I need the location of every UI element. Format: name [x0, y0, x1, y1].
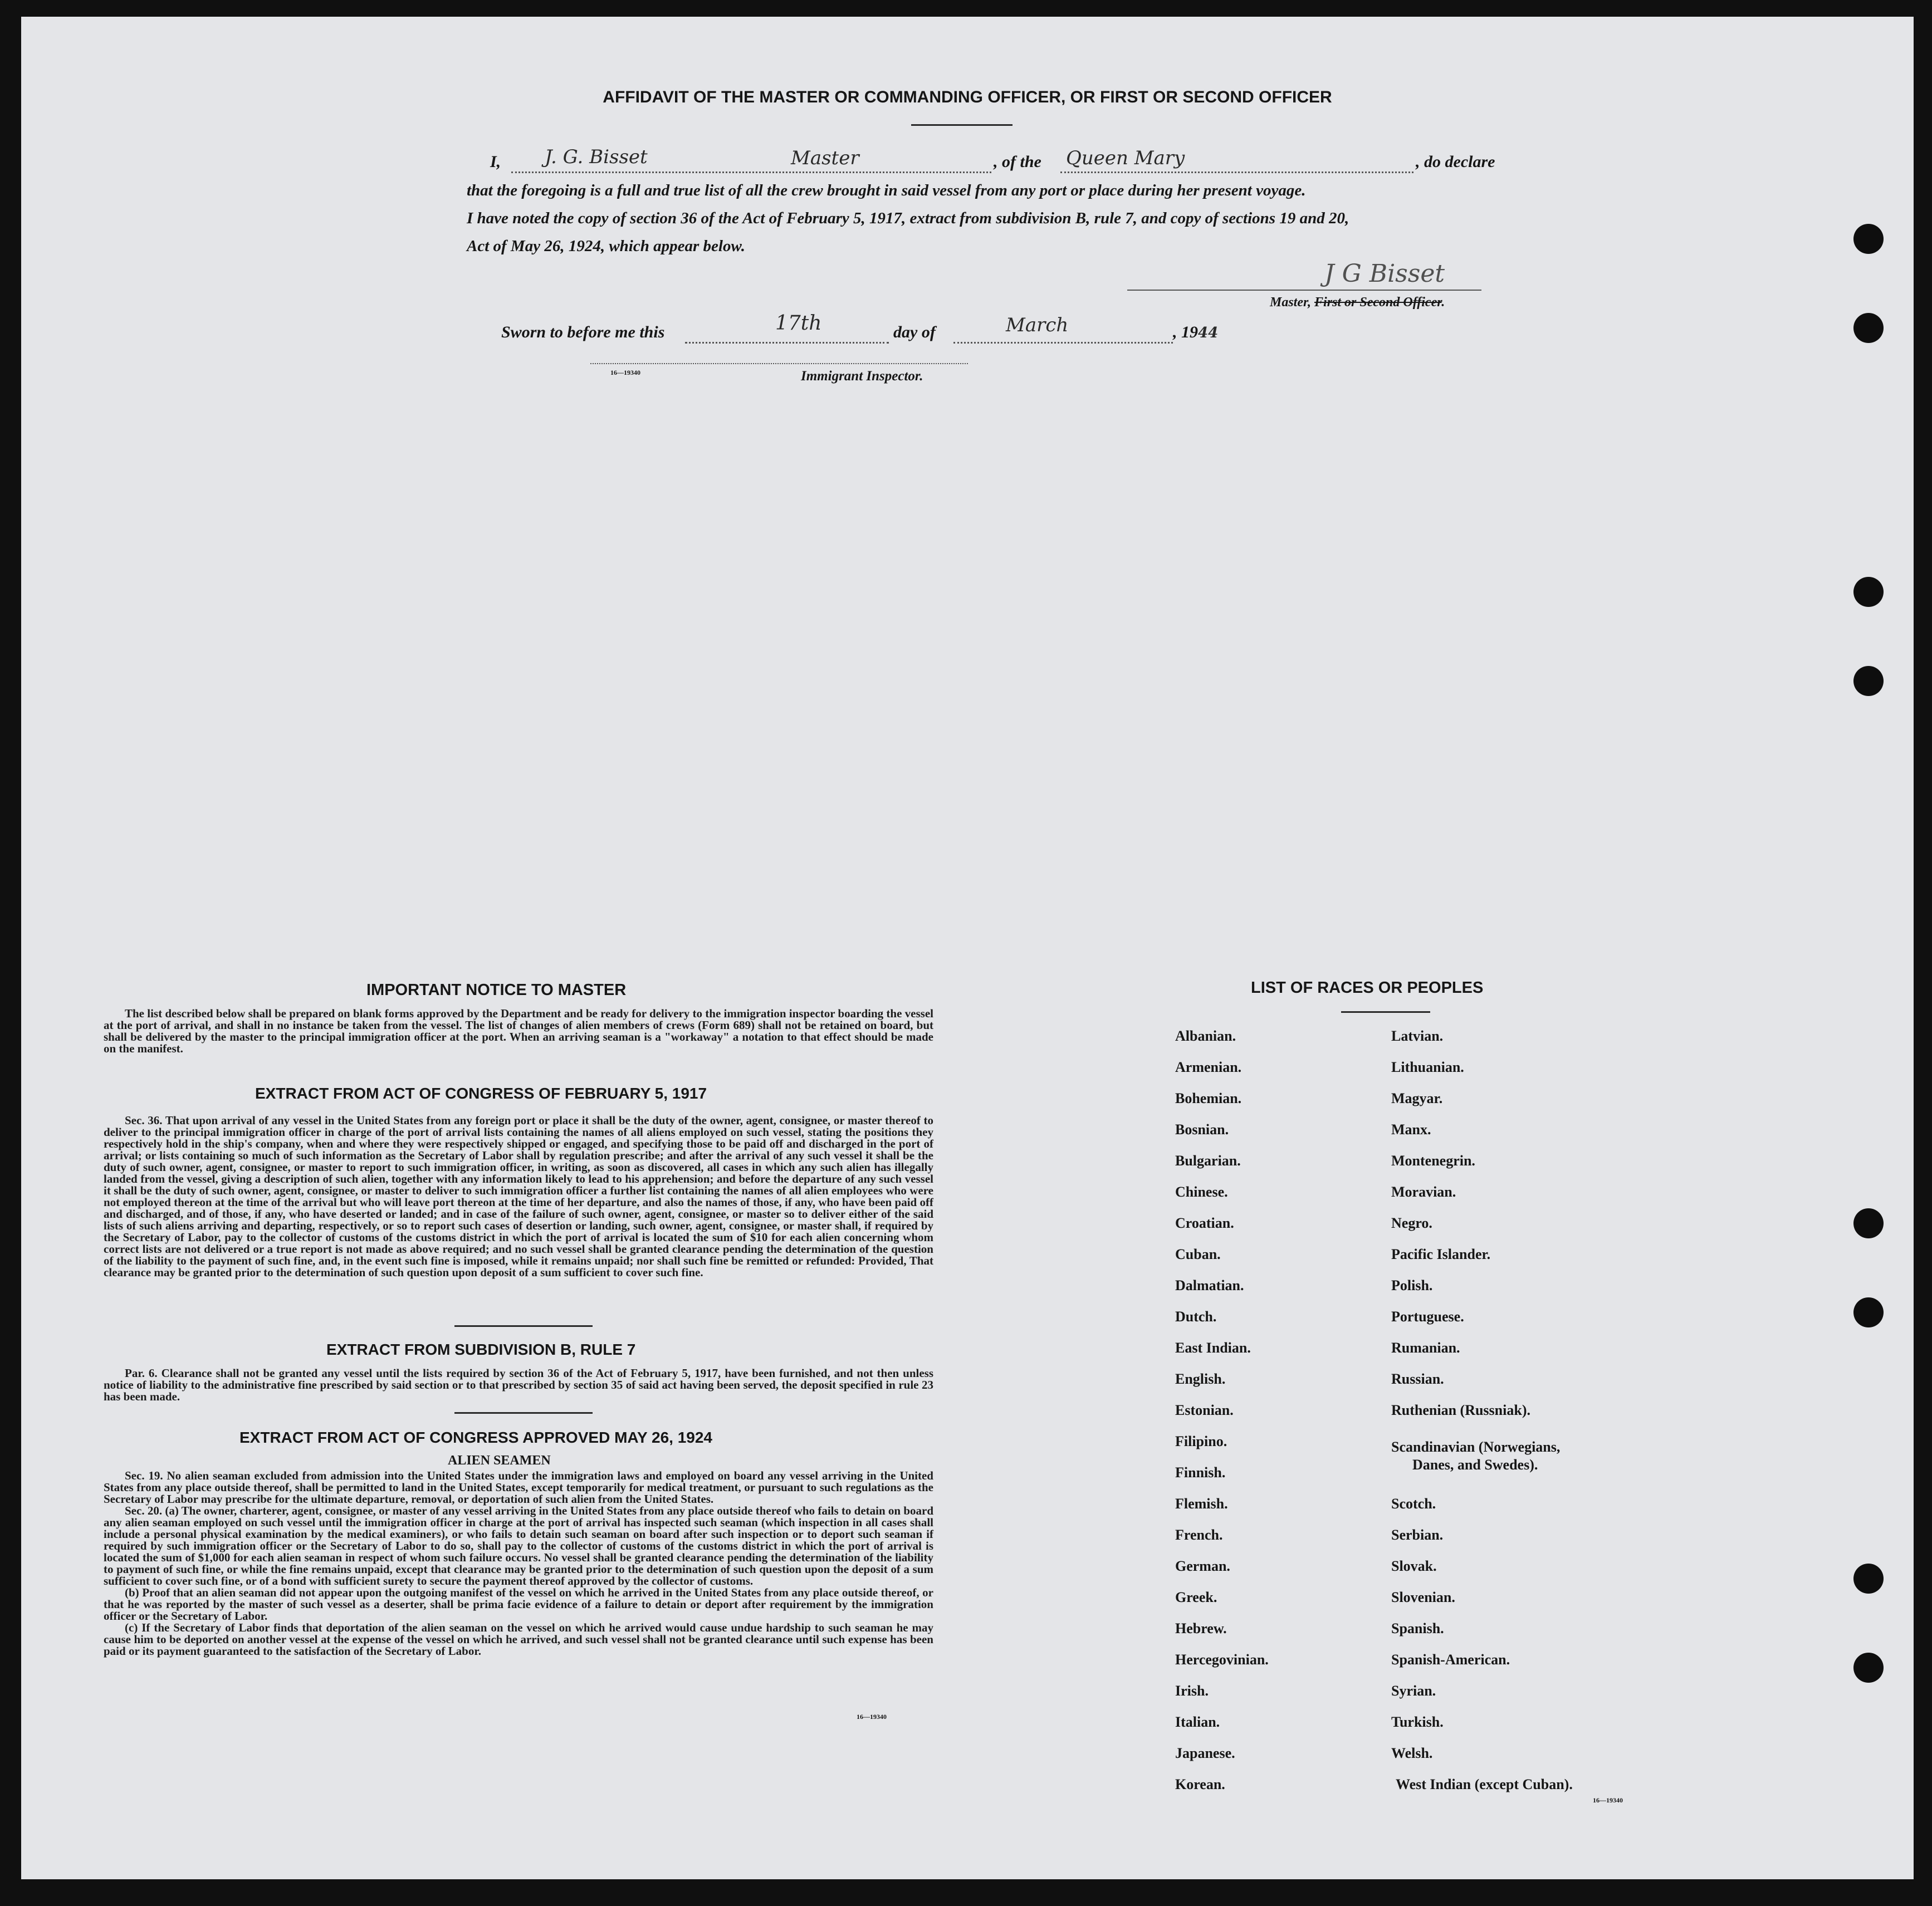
race-col1-item: Irish. [1175, 1683, 1209, 1699]
punch-hole-icon [1853, 666, 1884, 696]
race-col2-item: Pacific Islander. [1391, 1246, 1491, 1262]
extract-form-number: 16—19340 [857, 1713, 887, 1721]
punch-hole-icon [1853, 224, 1884, 254]
divider-2 [454, 1412, 593, 1414]
race-col2-item: Russian. [1391, 1371, 1444, 1387]
races-title: LIST OF RACES OR PEOPLES [1251, 979, 1484, 997]
race-col2-item: Serbian. [1391, 1527, 1444, 1543]
extract-1924-subtitle: ALIEN SEAMEN [448, 1453, 551, 1468]
race-col1-item: Bosnian. [1175, 1121, 1229, 1138]
punch-hole-icon [1853, 1653, 1884, 1683]
race-col2-item: Ruthenian (Russniak). [1391, 1402, 1530, 1418]
signer-role-struck: First or Second Officer [1314, 295, 1442, 310]
inspector-label: Immigrant Inspector. [801, 369, 923, 384]
affidavit-line3: I have noted the copy of section 36 of the Act of February 5, 1917, extract from subdivision B, rule 7, and copy of sections 19 and 20, [467, 209, 1349, 227]
master-signature: J G Bisset [1324, 259, 1445, 288]
punch-hole-icon [1853, 1208, 1884, 1238]
day-of-label: day of [893, 323, 936, 341]
race-col1-item: German. [1175, 1558, 1230, 1574]
race-col1-item: French. [1175, 1527, 1223, 1543]
race-col2-item: Slovenian. [1391, 1589, 1455, 1605]
sworn-label: Sworn to before me this [501, 323, 665, 341]
extract-1917-title: EXTRACT FROM ACT OF CONGRESS OF FEBRUARY 5, 1917 [255, 1085, 707, 1102]
race-col1-item: Armenian. [1175, 1059, 1242, 1075]
punch-hole-icon [1853, 577, 1884, 607]
races-divider [1341, 1011, 1430, 1013]
sec-20b: (b) Proof that an alien seaman did not appear upon the outgoing manifest of the vessel on which he arrived in the United States from any place outside thereof, or that he was reported by the master of such vessel as a deserter, shall be prima facie evidence of a failure to detain or deport after requirement by the immigration officer or the Secretary of Labor. [104, 1586, 933, 1623]
officer-rank: Master [791, 147, 859, 169]
punch-hole-icon [1853, 1564, 1884, 1594]
inspector-line [590, 363, 968, 364]
race-col2-item: Spanish-American. [1391, 1652, 1510, 1668]
race-col2-item: Rumanian. [1391, 1340, 1460, 1356]
sworn-month-line [953, 342, 1173, 344]
signer-role-prefix: Master, [1270, 295, 1312, 310]
race-col2-item: Lithuanian. [1391, 1059, 1464, 1075]
race-col1-item: Chinese. [1175, 1184, 1228, 1200]
race-col1-item: Hercegovinian. [1175, 1652, 1269, 1668]
sworn-day-line [685, 342, 889, 344]
punch-hole-icon [1853, 313, 1884, 343]
race-col2-item: Scotch. [1391, 1496, 1436, 1512]
affidavit-form-number: 16—19340 [610, 369, 640, 376]
race-col1-item: Finnish. [1175, 1464, 1226, 1481]
affidavit-line4: Act of May 26, 1924, which appear below. [467, 237, 745, 255]
race-col1-item: East Indian. [1175, 1340, 1251, 1356]
race-col2-item: Moravian. [1391, 1184, 1456, 1200]
race-col2-item: Montenegrin. [1391, 1153, 1475, 1169]
title-divider [911, 124, 1013, 126]
sworn-year [1173, 323, 1218, 342]
race-col2-item: Manx. [1391, 1121, 1431, 1138]
race-col2-item: Latvian. [1391, 1028, 1444, 1044]
officer-name: J. G. Bisset [545, 146, 648, 168]
race-col2-item: Negro. [1391, 1215, 1432, 1231]
notice-body: The list described below shall be prepared on blank forms approved by the Department and be ready for delivery to the immigration inspector boarding the vessel at the port of arrival, and shall in no instance be taken from the vessel. The list of changes of alien members of crews (Form 689) shall not be retained on board, but shall be delivered by the master to the principal immigration officer at the port. When an arriving seaman is a "workaway" a notation to that effect should be made on the manifest. [104, 1007, 933, 1055]
race-col2-item: Welsh. [1391, 1745, 1433, 1761]
notice-title: IMPORTANT NOTICE TO MASTER [366, 981, 627, 999]
extract-rule7-title: EXTRACT FROM SUBDIVISION B, RULE 7 [326, 1341, 636, 1358]
race-col1-item: English. [1175, 1371, 1226, 1387]
vessel-name-line [1060, 172, 1413, 173]
year-value: 44 [1198, 325, 1219, 341]
race-col1-item: Greek. [1175, 1589, 1217, 1605]
race-col1-item: Dutch. [1175, 1309, 1217, 1325]
race-col1-item: Bohemian. [1175, 1090, 1242, 1106]
race-col2-item: Slovak. [1391, 1558, 1437, 1574]
race-col2-item: Spanish. [1391, 1620, 1444, 1636]
signer-role-suffix: . [1441, 295, 1445, 310]
race-col2-item: Syrian. [1391, 1683, 1436, 1699]
form-page [21, 17, 1914, 1879]
vessel-name: Queen Mary [1066, 147, 1185, 169]
race-col2-item: Scandinavian (Norwegians, [1391, 1439, 1561, 1455]
race-col2-item: Magyar. [1391, 1090, 1443, 1106]
race-col1-item: Flemish. [1175, 1496, 1228, 1512]
punch-hole-icon [1853, 1297, 1884, 1327]
sec-20a: Sec. 20. (a) The owner, charterer, agent, consignee, or master of any vessel arriving in the United States from any place outside thereof who fails to detain on board any alien seaman employed on such vessel until the immigration officer in charge at the port of arrival has inspected such seaman (which inspection in all cases shall include a personal physical examination by the medical examiners), or who fails to detain such seaman on board after such inspection or to deport such seaman if required by such immigration officer or the Secretary of Labor to do so, shall pay to the collector of customs of the customs district in which the port of arrival is located the sum of $1,000 for each alien seaman in respect of whom such failure occurs. No vessel shall be granted clearance pending the determination of the liability to payment of such fine, or while the fine remains unpaid, except that clearance may be granted prior to the determination of such question upon the deposit of a sum sufficient to cover such fine, or of a bond with sufficient surety to secure the payment thereof approved by the collector of customs. [104, 1504, 934, 1587]
race-col2-item: Polish. [1391, 1277, 1433, 1293]
race-col1-item: Filipino. [1175, 1433, 1227, 1449]
race-col1-item: Dalmatian. [1175, 1277, 1244, 1293]
race-col2-item: Danes, and Swedes). [1412, 1457, 1538, 1473]
race-col1-item: Japanese. [1175, 1745, 1235, 1761]
affidavit-title: AFFIDAVIT OF THE MASTER OR COMMANDING OFFICER, OR FIRST OR SECOND OFFICER [603, 88, 1332, 106]
signature-line [1127, 290, 1481, 291]
do-declare-label: , do declare [1416, 153, 1495, 171]
sec-20c: (c) If the Secretary of Labor finds that deportation of the alien seaman on the vessel on which he arrived would cause undue hardship to such seaman he may cause him to be deported on another vessel at the expense of the vessel on which he arrived, and such vessel shall not be granted clearance until such expense has been paid or its payment guaranteed to the satisfaction of the Secretary of Labor. [104, 1621, 933, 1658]
race-col1-item: Korean. [1175, 1776, 1225, 1792]
extract-1924-title: EXTRACT FROM ACT OF CONGRESS APPROVED MAY 26, 1924 [239, 1429, 712, 1446]
affidavit-line2: that the foregoing is a full and true list of all the crew brought in said vessel from any port or place during her present voyage. [467, 182, 1306, 199]
i-label: I, [490, 153, 501, 171]
extract-rule7-body: Par. 6. Clearance shall not be granted any vessel until the lists required by section 36 of the Act of February 5, 1917, have been furnished, and not then unless notice of liability to the administrative fine prescribed by said section or to that prescribed by section 35 of said act having been served, the deposit specified in rule 23 has been made. [104, 1366, 933, 1403]
race-col1-item: Bulgarian. [1175, 1153, 1241, 1169]
sec-19: Sec. 19. No alien seaman excluded from admission into the United States under the immigration laws and employed on board any vessel arriving in the United States from any place outside thereof, shall be permitted to land in the United States, except temporarily for medical treatment, or pursuant to such regulations as the Secretary of Labor may prescribe for the ultimate departure, removal, or deportation of such alien from the United States. [104, 1469, 933, 1506]
race-col1-item: Estonian. [1175, 1402, 1234, 1418]
races-form-number: 16—19340 [1593, 1796, 1623, 1804]
extract-1917-body: Sec. 36. That upon arrival of any vessel in the United States from any foreign port or place it shall be the duty of the owner, agent, consignee, or master thereof to deliver to the principal immigration officer in charge of the port of arrival lists containing the names of all aliens employed on such vessel, stating the positions they respectively hold in the ship's company, when and where they were respectively shipped or engaged, and specifying those to be paid off and discharged in the port of arrival; or lists containing so much of such information as the Secretary of Labor shall by regulation prescribe; and after the arrival of any such vessel it shall be the duty of such owner, agent, consignee, or master to report to such immigration officer, in writing, as soon as discovered, all cases in which any such alien has illegally landed from the vessel, giving a description of such alien, together with any information likely to lead to his apprehension; and before the departure of any such vessel it shall be the duty of such owner, agent, consignee, or master to deliver to such immigration officer a further list containing the names of all alien employees who were not employed thereon at the time of the arrival but who will leave port thereon at the time of her departure, and also the names of those, if any, who have been paid off and discharged, and of those, if any, who have deserted or landed; and in case of the failure of such owner, agent, consignee, or master so to deliver either of the said lists of such aliens arriving and departing, respectively, or so to report such cases of desertion or landing, such owner, agent, consignee, or master shall, if required by the Secretary of Labor, pay to the collector of customs of the customs district in which the port of arrival is located the sum of $10 for each alien concerning whom correct lists are not delivered or a true report is not made as above required; and no such vessel shall be granted clearance pending the determination of the question of the liability to the payment of such fine, and, in the event such fine is imposed, while it remains unpaid; nor shall such fine be remitted or refunded: Provided, That clearance may be granted prior to the determination of such question upon deposit of a sum sufficient to cover such fine. [104, 1114, 933, 1279]
year-prefix: , 19 [1173, 323, 1198, 341]
of-the-label: , of the [994, 153, 1041, 171]
officer-name-line [511, 172, 991, 173]
race-col1-item: Hebrew. [1175, 1620, 1227, 1636]
race-col2-item: Portuguese. [1391, 1309, 1464, 1325]
sworn-month: March [1006, 314, 1069, 336]
sworn-day: 17th [775, 312, 822, 335]
race-col2-item: Turkish. [1391, 1714, 1444, 1730]
extract-1924-text [104, 1470, 933, 1657]
race-col1-item: Cuban. [1175, 1246, 1221, 1262]
race-col1-item: Albanian. [1175, 1028, 1236, 1044]
race-col1-item: Croatian. [1175, 1215, 1234, 1231]
race-col1-item: Italian. [1175, 1714, 1220, 1730]
divider-1 [454, 1325, 593, 1327]
race-col2-item: West Indian (except Cuban). [1396, 1776, 1573, 1792]
signer-role [1270, 295, 1445, 310]
